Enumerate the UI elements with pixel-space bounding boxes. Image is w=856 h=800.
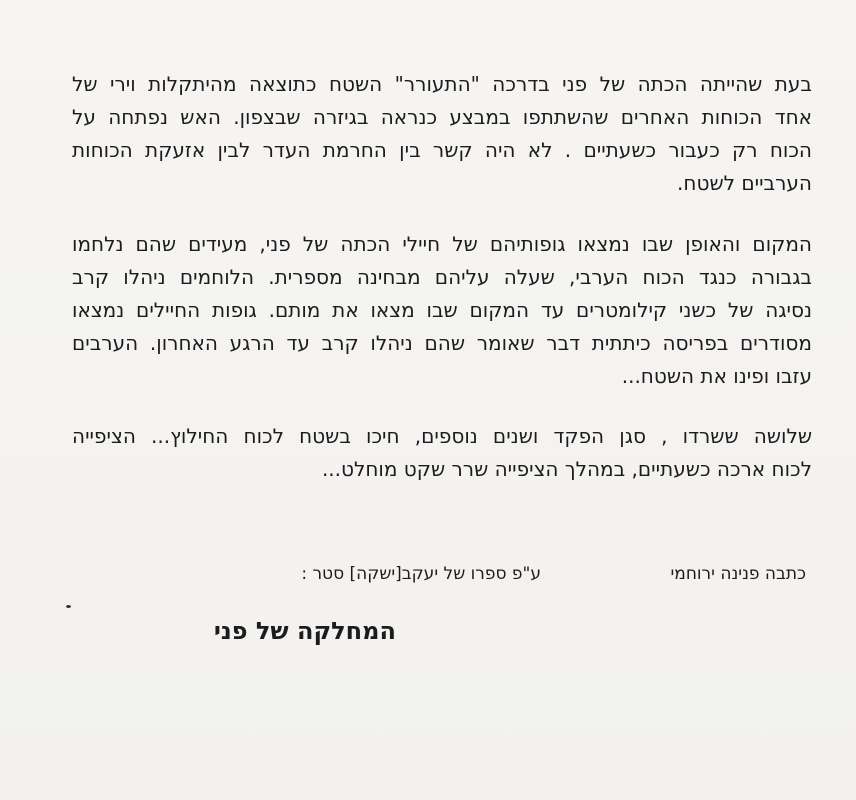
paper-speck (66, 605, 71, 608)
paragraph-line: עזבו ופינו את השטח... (621, 364, 812, 388)
paragraph-line: מסודרים בפריסה כיתתית דבר שאומר שהם ניהלו קרב עד הרגע האחרון. הערבים (72, 331, 812, 355)
paragraph-line: נסיגה של כשני קילומטרים עד המקום שבו מצאו את מותם. גופות החיילים נמצאו (72, 298, 812, 322)
paragraph-line: שלושה ששרדו , סגן הפקד ושנים נוספים, חיכו בשטח לכוח החילוץ... הציפייה (72, 424, 812, 448)
paragraph-line: המקום והאופן שבו נמצאו גופותיהם של חיילי הכתה של פני, מעידים שהם נלחמו (72, 232, 812, 256)
footer-title: המחלקה של פני (213, 617, 396, 645)
paragraph-line: בגבורה כנגד הכוח הערבי, שעלה עליהם מבחינה מספרית. הלוחמים ניהלו קרב (72, 265, 812, 289)
paragraph-line: לכוח ארכה כשעתיים, במהלך הציפייה שרר שקט מוחלט... (321, 457, 812, 481)
paragraph-line: בעת שהייתה הכתה של פני בדרכה "התעורר" השטח כתוצאה מהיתקלות וירי של (72, 72, 812, 96)
paragraph-1 (72, 68, 812, 200)
paragraph-line: הערביים לשטח. (677, 171, 812, 195)
paragraph-line: הכוח רק כעבור כשעתיים . לא היה קשר בין החרמת העדר לבין אזעקת הכוחות (72, 138, 812, 162)
paragraph-2 (72, 228, 812, 393)
source-credit: ע"פ ספרו של יעקב[ישקה] סטר : (301, 564, 541, 584)
paragraph-line: אחד הכוחות האחרים שהשתתפו במבצע כנראה בגיזרה שבצפון. האש נפתחה על (72, 105, 812, 129)
author-credit: כתבה פנינה ירוחמי (670, 564, 806, 584)
paragraph-3 (72, 420, 812, 486)
